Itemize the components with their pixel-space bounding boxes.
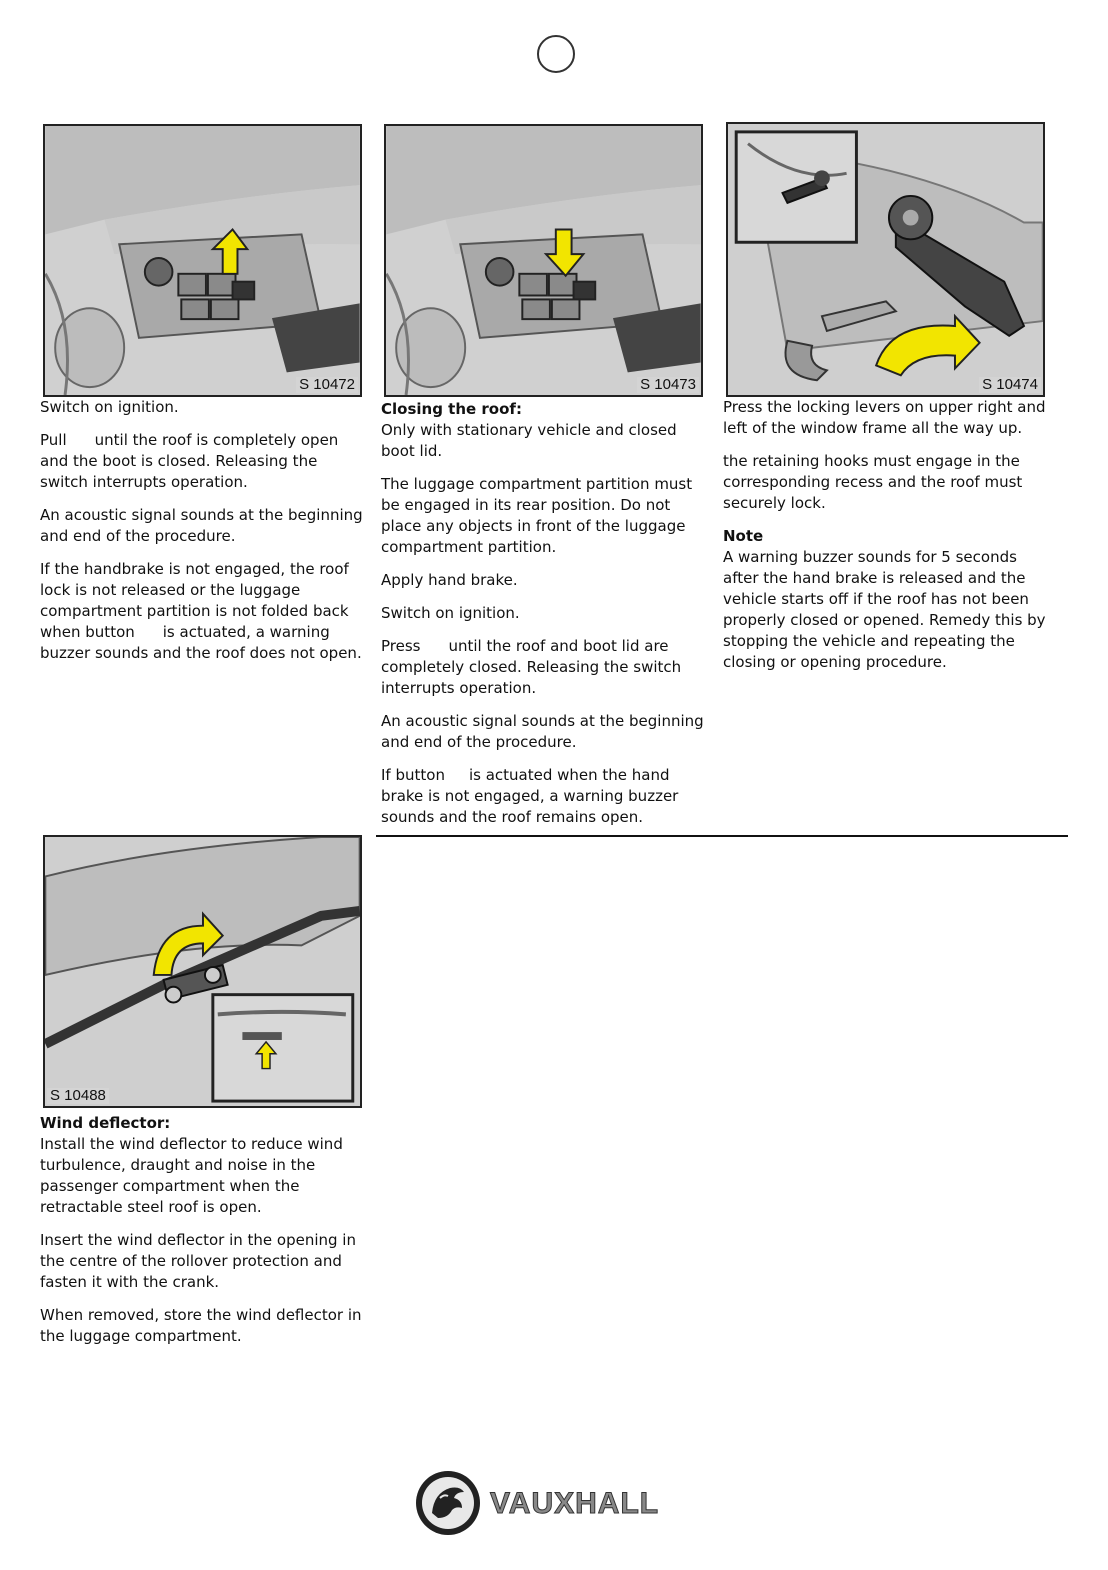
text-run: is actuated, a warning buzzer sounds and the roof does not open.	[40, 623, 362, 662]
paragraph: An acoustic signal sounds at the beginning and end of the procedure.	[381, 712, 704, 751]
paragraph: When removed, store the wind deflector in the luggage compartment.	[40, 1306, 362, 1345]
figure-code: S 10472	[296, 377, 358, 393]
paragraph: An acoustic signal sounds at the beginning and end of the procedure.	[40, 506, 363, 545]
locking-lever-illustration	[728, 124, 1043, 395]
wind-deflector-illustration	[45, 837, 360, 1106]
figure-wind-deflector	[43, 835, 362, 1108]
paragraph: Switch on ignition.	[381, 604, 520, 622]
paragraph: Press the locking levers on upper right and left of the window frame all the way up.	[723, 398, 1046, 437]
text-run: until the roof and boot lid are completely closed. Releasing the switch interrupts operation.	[381, 637, 682, 697]
vauxhall-logo	[412, 1468, 692, 1538]
paragraph	[381, 636, 707, 699]
text-run: until the roof is completely open and the boot is closed. Releasing the switch interrupts operation.	[40, 431, 339, 491]
column-1-text	[40, 397, 366, 676]
wind-deflector-text	[40, 1113, 368, 1359]
column-3-text	[723, 397, 1053, 685]
door-switch-illustration	[45, 126, 360, 395]
text-run: is actuated when the hand brake is not engaged, a warning buzzer sounds and the roof remains open.	[381, 766, 679, 826]
text-run: If the handbrake is not engaged, the roof lock is not released or the luggage compartment partition is not folded back when button	[40, 560, 349, 641]
text-run: Press	[381, 637, 421, 655]
note-heading: Note	[723, 527, 764, 545]
paragraph: Apply hand brake.	[381, 571, 518, 589]
section-heading: Closing the roof:	[381, 400, 522, 418]
paragraph: Only with stationary vehicle and closed boot lid.	[381, 421, 677, 460]
paragraph	[40, 559, 366, 664]
logo-text: VAUXHALL	[490, 1487, 660, 1520]
section-divider	[376, 835, 1068, 837]
note-text: A warning buzzer sounds for 5 seconds after the hand brake is released and the vehicle starts off if the roof has not been properly closed or opened. Remedy this by stopping the vehicle and repeating the closing or opening procedure.	[723, 548, 1046, 671]
column-2-text	[381, 399, 707, 840]
text-run: If button	[381, 766, 445, 784]
figure-window-switch-close	[384, 124, 703, 397]
paragraph: the retaining hooks must engage in the corresponding recess and the roof must securely lock.	[723, 452, 1023, 512]
paragraph	[40, 430, 366, 493]
paragraph	[381, 765, 707, 828]
paragraph: Switch on ignition.	[40, 398, 179, 416]
figure-locking-lever	[726, 122, 1045, 397]
door-switch-illustration	[386, 126, 701, 395]
griffin-logo-icon	[412, 1468, 692, 1538]
figure-code: S 10488	[47, 1088, 109, 1104]
text-run: Pull	[40, 431, 67, 449]
figure-code: S 10473	[637, 377, 699, 393]
paragraph: Install the wind deflector to reduce wind turbulence, draught and noise in the passenger compartment when the retractable steel roof is open.	[40, 1135, 343, 1216]
paragraph: Insert the wind deflector in the opening in the centre of the rollover protection and fasten it with the crank.	[40, 1231, 356, 1291]
figure-code: S 10474	[979, 377, 1041, 393]
page-number-circle	[537, 35, 575, 73]
paragraph: The luggage compartment partition must be engaged in its rear position. Do not place any objects in front of the luggage compartment partition.	[381, 475, 693, 556]
figure-window-switch-open	[43, 124, 362, 397]
section-heading: Wind deflector:	[40, 1114, 171, 1132]
